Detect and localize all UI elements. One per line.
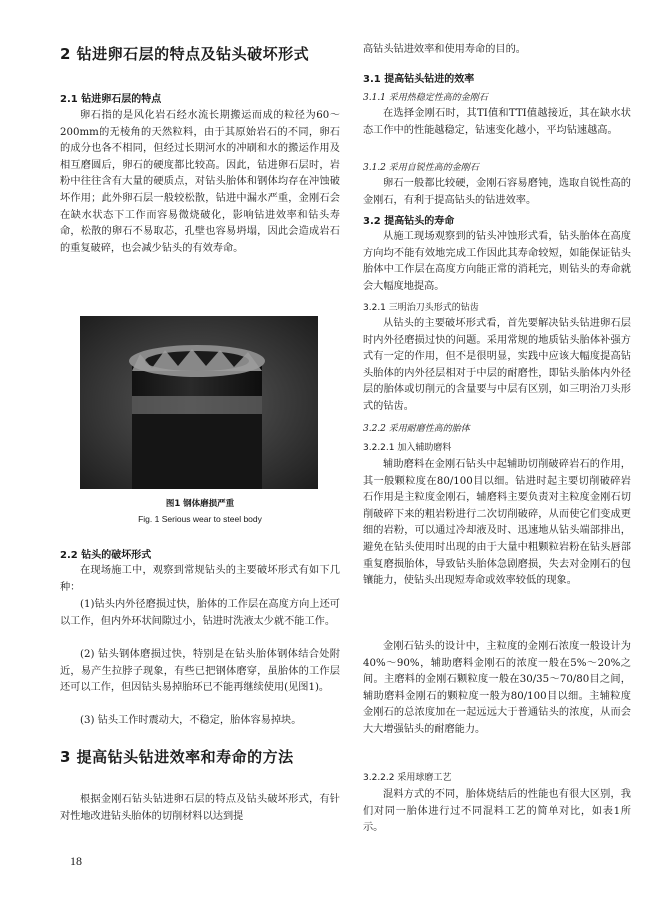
paragraph-2-2-intro: 在现场施工中，观察到常规钻头的主要破坏形式有如下几种： [60,565,340,593]
section-3-2-1-title: 3.2.1 三明治刀头形式的钻齿 [363,303,479,313]
figure-1-caption-cn: 图1 钢体磨损严重 [165,499,235,509]
section-2-1-title: 2.1 钻进卵石层的特点 [60,94,162,105]
section-3-title: 3 提高钻头钻进效率和寿命的方法 [60,748,294,766]
drill-bit-photo-icon [80,316,318,489]
paragraph-2-2-item-3: (3) 钻头工作时震动大，不稳定，胎体容易掉块。 [80,715,302,726]
paragraph-3-2-2-1-b: 金刚石钻头的设计中，主粒度的金刚石浓度一般设计为40%～90%，辅助磨料金刚石的浓度一般在5%～20%之间。主磨料的金刚石颗粒度一般在30/35～70/80目之间，辅助磨料金刚石的颗粒度一般为80/100目以细。主辅粒度金刚石的总浓度加在一起远远大于普通钻头的浓度，从而会大大增强钻头的耐磨能力。 [363,641,631,735]
figure-1-caption-en: Fig. 1 Serious wear to steel body [138,514,262,524]
paragraph-continued: 高钻头钻进效率和使用寿命的目的。 [363,44,526,55]
section-3-1-title: 3.1 提高钻头钻进的效率 [363,74,475,85]
paragraph-3-2-2-1-a: 辅助磨料在金刚石钻头中起辅助切削破碎岩石的作用，其一般颗粒度在80/100目以细。钻进时起主要切削破碎岩石作用是主粒度金刚石，辅磨料主要负责对主粒度金刚石切削破碎下来的粗岩粉进行二次切削破碎，从而使它们变成更细的岩粉，可以通过冷却液及时、迅速地从钻头端部排出，避免在钻头使用时出现的由于大量中粗颗粒岩粉在钻头唇部重复磨损胎体，导致钻头胎体急剧磨损，失去对金刚石的包镶能力，使钻头出现短寿命或效率较低的现象。 [363,459,631,587]
section-3-2-title: 3.2 提高钻头的寿命 [363,216,455,227]
paragraph-3-2-2-2: 混料方式的不同，胎体烧结后的性能也有很大区别，我们对同一胎体进行过不同混料工艺的简单对比，如表1所示。 [363,789,631,834]
paragraph-3-1-1: 在选择金刚石时，其TI值和TTI值越接近，其在缺水状态工作中的性能越稳定，钻速变化越小，平均钻速越高。 [363,108,631,136]
paragraph-2-1: 卵石指的是风化岩石经水流长期搬运而成的粒径为60～200mm的无棱角的天然粒料，由于其原始岩石的不同，卵石的成分也各不相同，但经过长期河水的冲刷和水的搬运作用及相互磨圆后，卵石的硬度都比较高。因此，钻进卵石层时，岩粉中往往含有大量的硬质点，对钻头胎体和钢体均存在冲蚀破坏作用；此外卵石层一般较松散，钻进中漏水严重，金刚石会在缺水状态下工作而容易微烧破化，影响钻进效率和钻头寿命，松散的卵石不易取芯，孔壁也容易坍塌，因此会造成岩石的重复破碎，也会减少钻头的有效寿命。 [60,110,340,254]
section-3-1-1-title: 3.1.1 采用热稳定性高的金刚石 [363,93,488,103]
section-3-2-2-1-title: 3.2.2.1 加入辅助磨料 [363,443,452,453]
section-3-1-2-title: 3.1.2 采用自锐性高的金刚石 [363,163,479,173]
paragraph-2-2-item-2: (2) 钻头钢体磨损过快，特别是在钻头胎体钢体结合处附近，易产生拉脖子现象，有些已把钢体磨穿，虽胎体的工作层还可以工作，但因钻头易掉胎环已不能再继续使用(见图1)。 [60,649,340,694]
figure-1-steel-body-wear [80,316,318,489]
paragraph-3-1-2: 卵石一般都比较硬，金刚石容易磨钝，选取自锐性高的金刚石，有利于提高钻头的钻进效率。 [363,178,631,206]
paragraph-2-2-item-1: (1)钻头内外径磨损过快，胎体的工作层在高度方向上还可以工作，但内外环状间隙过小，钻进时洗液太少就不能工作。 [60,599,340,627]
section-3-2-2-title: 3.2.2 采用耐磨性高的胎体 [363,424,470,434]
paragraph-3-2-1: 从钻头的主要破坏形式看，首先要解决钻头钻进卵石层时内外径磨损过快的问题。采用常规的地质钻头胎体补强方式有一定的作用，但不是很明显，实践中应该大幅度提高钻头胎体的内外径层相对于中层的耐磨性，即钻头胎体内外径层的胎体或切削元的含量要与中层有区别，如三明治刀头形式的钻齿。 [363,318,631,412]
section-2-2-title: 2.2 钻头的破坏形式 [60,550,152,561]
page-number: 18 [70,854,82,868]
paragraph-3: 根据金刚石钻头钻进卵石层的特点及钻头破坏形式，有针对性地改进钻头胎体的切削材料以达到提 [60,794,340,822]
paragraph-3-2: 从施工现场观察到的钻头冲蚀形式看，钻头胎体在高度方向均不能有效地完成工作因此其寿命较短，如能保证钻头胎体中工作层在高度方向能正常的消耗完，则钻头的寿命就会大幅度地提高。 [363,231,631,292]
section-3-2-2-2-title: 3.2.2.2 采用球磨工艺 [363,773,452,783]
section-2-title: 2 钻进卵石层的特点及钻头破坏形式 [60,45,310,63]
